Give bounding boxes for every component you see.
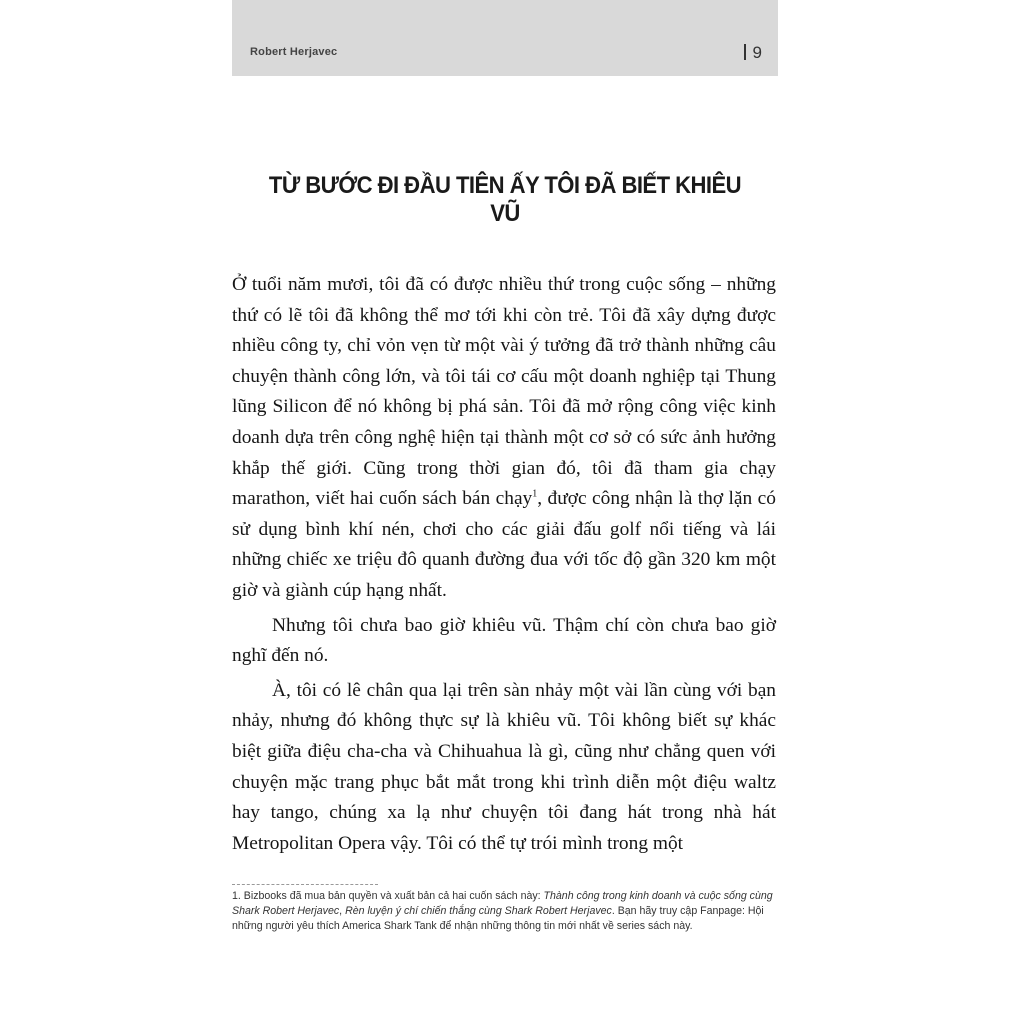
page-number-value: 9: [752, 43, 762, 62]
header-author: Robert Herjavec: [250, 46, 338, 58]
footnote: [232, 889, 778, 934]
footnote-divider: [232, 884, 378, 885]
footnote-lead: 1. Bizbooks đã mua bản quyền và xuất bản cả hai cuốn sách này:: [232, 890, 544, 902]
running-header: [232, 0, 778, 76]
body-text: [232, 270, 776, 859]
footnote-tail: . Bạn hãy truy cập Fanpage: Hội những người yêu thích America Shark Tank để nhận những thông tin mới nhất về series sách này.: [232, 905, 764, 932]
footnote-separator: ,: [339, 905, 346, 917]
page-number: [744, 43, 762, 63]
footnote-book-1: Thành công trong kinh doanh và cuộc sống cùng Shark Robert Herjavec: [232, 890, 773, 917]
paragraph-2: Nhưng tôi chưa bao giờ khiêu vũ. Thậm chí còn chưa bao giờ nghĩ đến nó.: [232, 614, 776, 667]
footnote-reference: 1: [532, 488, 538, 500]
chapter-title: TỪ BƯỚC ĐI ĐẦU TIÊN ẤY TÔI ĐÃ BIẾT KHIÊU VŨ: [268, 172, 742, 227]
paragraph-1: [232, 270, 776, 607]
paragraph-1-part-1: Ở tuổi năm mươi, tôi đã có được nhiều thứ trong cuộc sống – những thứ có lẽ tôi đã không thể mơ tới khi còn trẻ. Tôi đã xây dựng được nhiều công ty, chỉ vỏn vẹn từ một vài ý tưởng đã trở thành những câu chuyện thành công lớn, và tôi tái cơ cấu một doanh nghiệp tại Thung lũng Silicon để nó không bị phá sản. Tôi đã mở rộng công việc kinh doanh dựa trên công nghệ hiện tại thành một cơ sở có sức ảnh hưởng khắp thế giới. Cũng trong thời gian đó, tôi đã tham gia chạy marathon, viết hai cuốn sách bán chạy: [232, 274, 776, 510]
footnote-book-2: Rèn luyện ý chí chiến thắng cùng Shark Robert Herjavec: [345, 905, 612, 917]
paragraph-3: À, tôi có lê chân qua lại trên sàn nhảy một vài lần cùng với bạn nhảy, nhưng đó không thực sự là khiêu vũ. Tôi không biết sự khác biệt giữa điệu cha-cha và Chihuahua là gì, cũng như chẳng quen với chuyện mặc trang phục bắt mắt trong khi trình diễn một điệu waltz hay tango, chúng xa lạ như chuyện tôi đang hát trong nhà hát Metropolitan Opera vậy. Tôi có thể tự trói mình trong một: [232, 679, 776, 854]
page-number-divider: [744, 44, 746, 60]
book-page: [232, 0, 778, 1024]
paragraph-1-part-2: , được công nhận là thợ lặn có sử dụng bình khí nén, chơi cho các giải đấu golf nổi tiếng và lái những chiếc xe triệu đô quanh đường đua với tốc độ gần 320 km một giờ và giành cúp hạng nhất.: [232, 488, 776, 601]
